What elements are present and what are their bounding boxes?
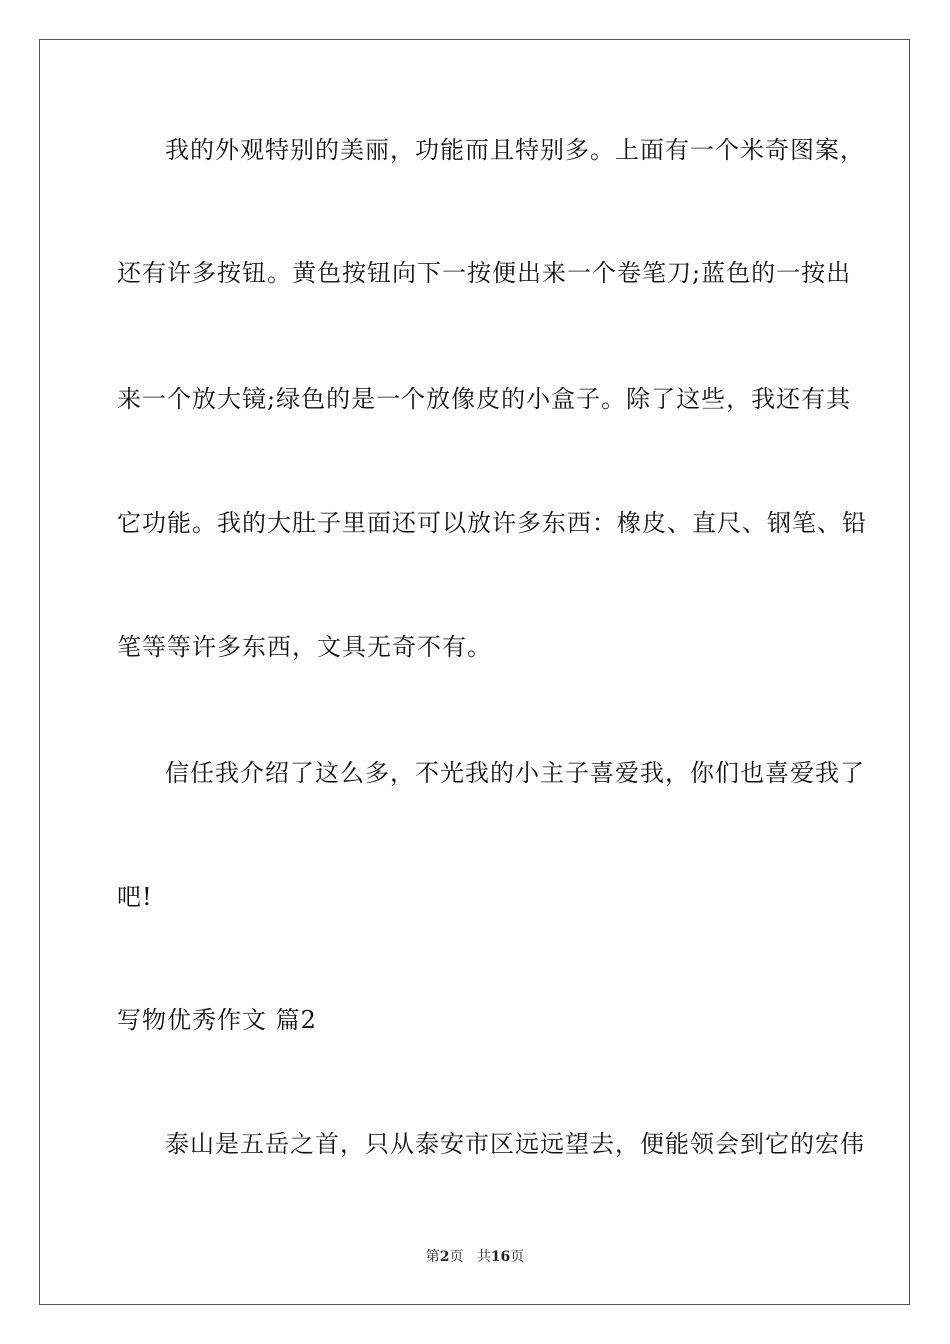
paragraph-line: 信任我介绍了这么多，不光我的小主子喜爱我，你们也喜爱我了 xyxy=(165,759,865,787)
footer-total-suffix: 页 xyxy=(510,1249,525,1265)
paragraph-line: 吧! xyxy=(117,883,153,911)
paragraph-line: 来一个放大镜;绿色的是一个放像皮的小盒子。除了这些，我还有其 xyxy=(117,385,852,413)
footer-total-prefix: 共 xyxy=(476,1249,491,1265)
paragraph-line: 还有许多按钮。黄色按钮向下一按便出来一个卷笔刀;蓝色的一按出 xyxy=(117,259,852,287)
section-heading: 写物优秀作文 篇2 xyxy=(117,1006,317,1034)
current-page-number: 2 xyxy=(439,1249,450,1265)
paragraph-line: 笔等等许多东西，文具无奇不有。 xyxy=(117,633,492,661)
footer-prefix: 第 xyxy=(425,1249,440,1265)
page-footer xyxy=(0,1247,950,1267)
total-page-count: 16 xyxy=(490,1249,511,1265)
page-frame xyxy=(39,39,910,1305)
footer-page-suffix: 页 xyxy=(449,1249,464,1265)
paragraph-line: 它功能。我的大肚子里面还可以放许多东西：橡皮、直尺、钢笔、铅 xyxy=(117,509,867,537)
paragraph-line: 泰山是五岳之首，只从泰安市区远远望去，便能领会到它的宏伟 xyxy=(165,1130,865,1158)
paragraph-line: 我的外观特别的美丽，功能而且特别多。上面有一个米奇图案， xyxy=(165,136,865,164)
